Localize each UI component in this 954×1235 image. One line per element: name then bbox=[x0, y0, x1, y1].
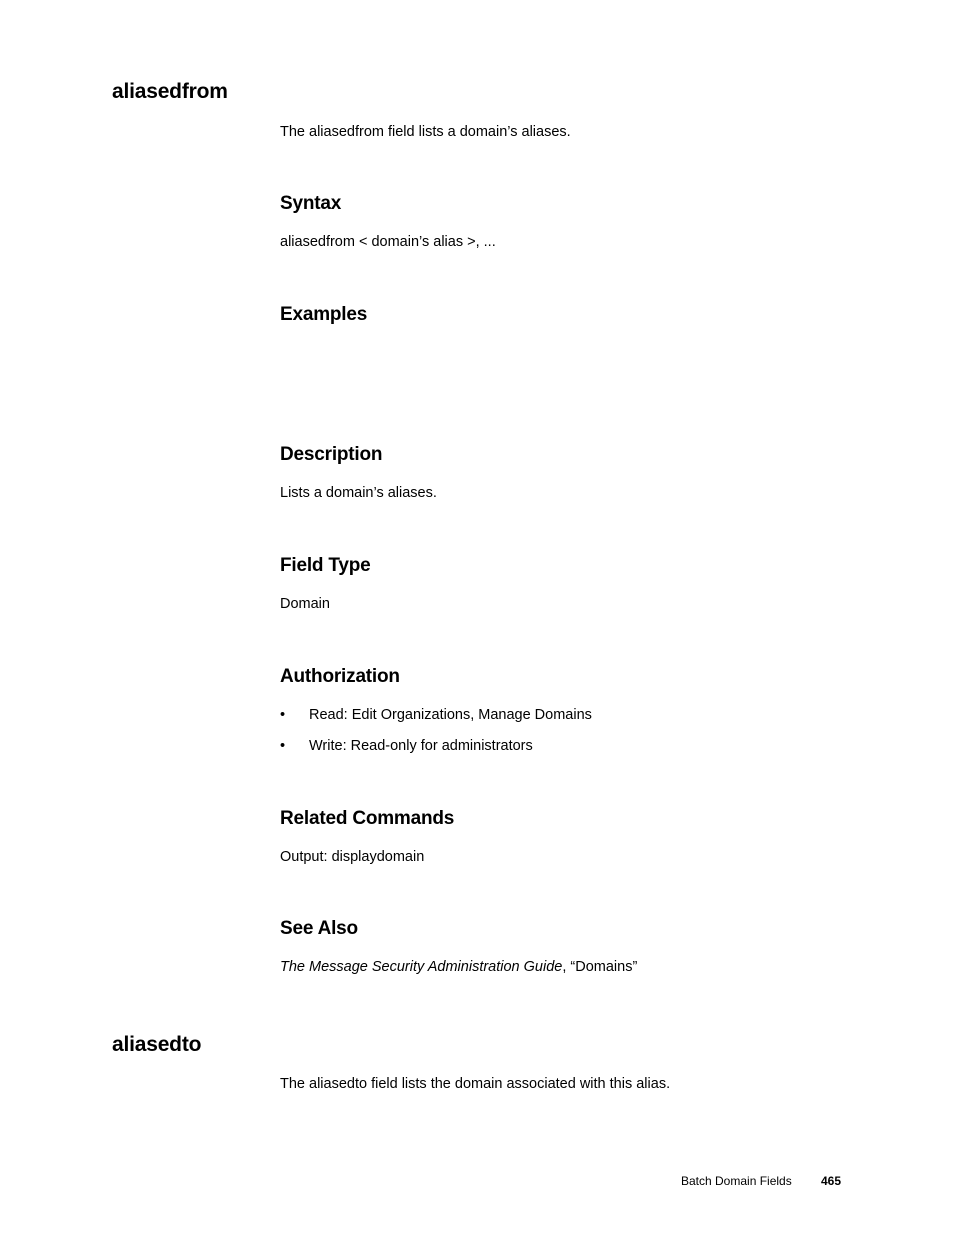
related-commands-heading: Related Commands bbox=[280, 808, 455, 829]
syntax-text: aliasedfrom < domain’s alias >, ... bbox=[280, 234, 496, 250]
aliasedfrom-intro: The aliasedfrom field lists a domain’s aliases. bbox=[280, 124, 571, 140]
see-also-text bbox=[280, 960, 637, 975]
description-heading: Description bbox=[280, 444, 383, 465]
authorization-item-text: Read: Edit Organizations, Manage Domains bbox=[309, 707, 592, 723]
description-text: Lists a domain’s aliases. bbox=[280, 485, 437, 501]
see-also-heading: See Also bbox=[280, 918, 358, 939]
related-commands-text: Output: displaydomain bbox=[280, 849, 425, 865]
field-type-heading: Field Type bbox=[280, 555, 371, 576]
page-number: 465 bbox=[821, 1174, 842, 1188]
section-title-aliasedto: aliasedto bbox=[112, 1033, 202, 1056]
authorization-heading: Authorization bbox=[280, 666, 400, 687]
section-title-aliasedfrom: aliasedfrom bbox=[112, 80, 228, 103]
authorization-item-text: Write: Read-only for administrators bbox=[309, 738, 533, 754]
footer-section-name: Batch Domain Fields bbox=[681, 1174, 792, 1188]
aliasedto-intro: The aliasedto field lists the domain associated with this alias. bbox=[280, 1076, 671, 1092]
examples-heading: Examples bbox=[280, 304, 368, 325]
see-also-suffix: , “Domains” bbox=[562, 959, 638, 975]
syntax-heading: Syntax bbox=[280, 193, 342, 214]
guide-title: The Message Security Administration Guide bbox=[280, 959, 563, 975]
field-type-text: Domain bbox=[280, 596, 330, 612]
bullet-icon: • bbox=[280, 738, 286, 754]
bullet-icon: • bbox=[280, 707, 286, 723]
